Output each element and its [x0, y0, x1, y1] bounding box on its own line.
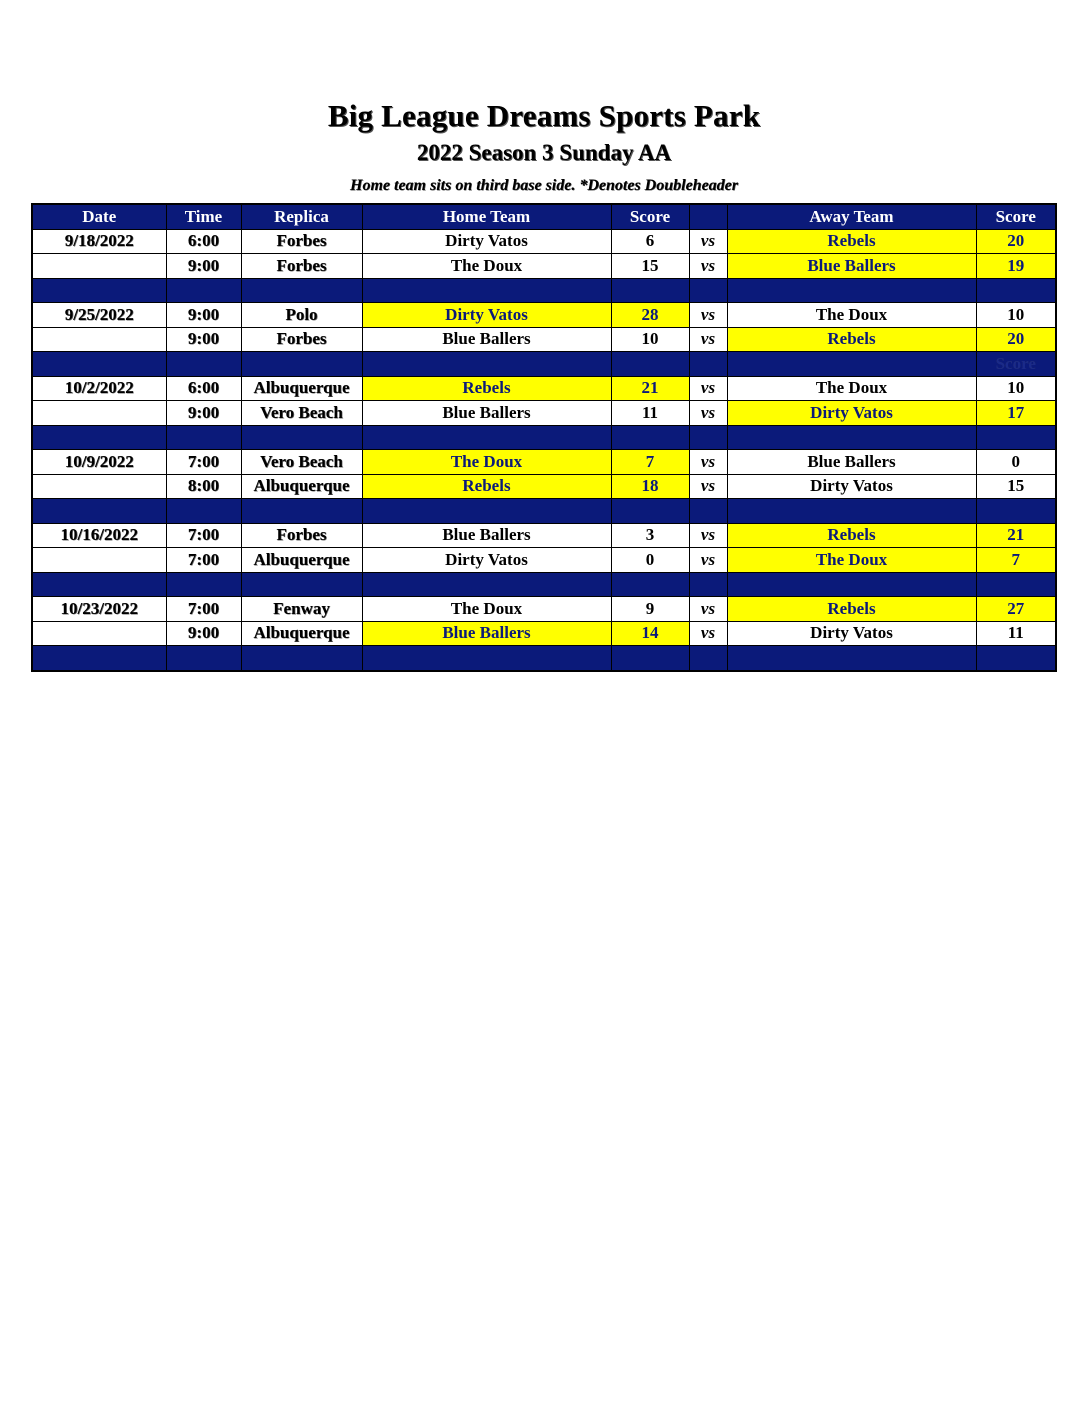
- spacer-row: [32, 278, 1056, 303]
- game-row: [32, 401, 1056, 426]
- spacer-cell: [727, 646, 976, 671]
- game-row: [32, 303, 1056, 328]
- home-team: Blue Ballers: [362, 621, 611, 646]
- away-score: 15: [976, 474, 1056, 499]
- game-date: 10/23/2022: [32, 597, 166, 622]
- game-time: 7:00: [166, 597, 241, 622]
- away-team: Blue Ballers: [727, 254, 976, 279]
- vs-label: vs: [689, 548, 727, 573]
- vs-label: vs: [689, 401, 727, 426]
- schedule-body: [32, 229, 1056, 671]
- away-team: Dirty Vatos: [727, 621, 976, 646]
- game-field: Albuquerque: [241, 548, 362, 573]
- spacer-cell: [611, 278, 689, 303]
- vs-label: vs: [689, 474, 727, 499]
- vs-label: vs: [689, 376, 727, 401]
- away-team: Dirty Vatos: [727, 401, 976, 426]
- game-field: Fenway: [241, 597, 362, 622]
- vs-label: vs: [689, 597, 727, 622]
- col-header-home-team: Home Team: [362, 204, 611, 229]
- spacer-cell: [241, 352, 362, 377]
- spacer-cell: [362, 278, 611, 303]
- away-team: The Doux: [727, 376, 976, 401]
- away-team: The Doux: [727, 548, 976, 573]
- game-time: 9:00: [166, 254, 241, 279]
- away-score: 20: [976, 229, 1056, 254]
- spacer-cell: [166, 352, 241, 377]
- game-row: [32, 327, 1056, 352]
- away-score: 10: [976, 303, 1056, 328]
- spacer-row: [32, 499, 1056, 524]
- spacer-cell: [166, 425, 241, 450]
- spacer-cell: [976, 572, 1056, 597]
- game-row: [32, 450, 1056, 475]
- spacer-cell: [166, 499, 241, 524]
- header-row: [32, 204, 1056, 229]
- home-score: 18: [611, 474, 689, 499]
- home-team: The Doux: [362, 450, 611, 475]
- page-title: Big League Dreams Sports Park: [327, 98, 761, 133]
- vs-label: vs: [689, 303, 727, 328]
- spacer-row: [32, 646, 1056, 671]
- away-score: 17: [976, 401, 1056, 426]
- game-date: [32, 621, 166, 646]
- spacer-cell: [689, 572, 727, 597]
- away-score: 20: [976, 327, 1056, 352]
- home-score: 28: [611, 303, 689, 328]
- col-header-away-score: Score: [976, 204, 1056, 229]
- col-header-time: Time: [166, 204, 241, 229]
- spacer-cell: [362, 499, 611, 524]
- game-time: 6:00: [166, 229, 241, 254]
- game-time: 8:00: [166, 474, 241, 499]
- spacer-cell: [241, 425, 362, 450]
- spacer-cell: [166, 646, 241, 671]
- spacer-cell: [976, 499, 1056, 524]
- game-date: 10/2/2022: [32, 376, 166, 401]
- game-field: Vero Beach: [241, 450, 362, 475]
- home-score: 7: [611, 450, 689, 475]
- game-date: [32, 548, 166, 573]
- home-team: Blue Ballers: [362, 523, 611, 548]
- spacer-cell: [976, 425, 1056, 450]
- home-score: 9: [611, 597, 689, 622]
- spacer-cell: [611, 646, 689, 671]
- spacer-cell: [689, 499, 727, 524]
- away-score: 27: [976, 597, 1056, 622]
- spacer-row: [32, 572, 1056, 597]
- home-score: 11: [611, 401, 689, 426]
- game-field: Albuquerque: [241, 474, 362, 499]
- spacer-cell: [241, 646, 362, 671]
- spacer-cell: [611, 572, 689, 597]
- away-score: 0: [976, 450, 1056, 475]
- home-score: 21: [611, 376, 689, 401]
- game-field: Polo: [241, 303, 362, 328]
- game-field: Vero Beach: [241, 401, 362, 426]
- game-field: Forbes: [241, 254, 362, 279]
- spacer-cell: [689, 278, 727, 303]
- game-field: Albuquerque: [241, 621, 362, 646]
- away-team: Rebels: [727, 327, 976, 352]
- vs-label: vs: [689, 621, 727, 646]
- spacer-cell: [166, 278, 241, 303]
- away-team: Rebels: [727, 523, 976, 548]
- home-team: Dirty Vatos: [362, 229, 611, 254]
- game-row: [32, 597, 1056, 622]
- spacer-cell: [727, 425, 976, 450]
- game-time: 7:00: [166, 450, 241, 475]
- page-subtitle: 2022 Season 3 Sunday AA: [416, 140, 672, 165]
- away-team: Blue Ballers: [727, 450, 976, 475]
- away-team: Dirty Vatos: [727, 474, 976, 499]
- spacer-ghost-label: Score: [976, 352, 1056, 377]
- spacer-cell: [32, 278, 166, 303]
- home-team: Rebels: [362, 376, 611, 401]
- col-header-replica: Replica: [241, 204, 362, 229]
- home-score: 14: [611, 621, 689, 646]
- game-time: 7:00: [166, 548, 241, 573]
- game-field: Forbes: [241, 229, 362, 254]
- game-field: Forbes: [241, 523, 362, 548]
- away-team: The Doux: [727, 303, 976, 328]
- game-time: 9:00: [166, 621, 241, 646]
- game-row: [32, 621, 1056, 646]
- away-team: Rebels: [727, 597, 976, 622]
- game-time: 9:00: [166, 401, 241, 426]
- page-note: Home team sits on third base side. *Denotes Doubleheader: [350, 177, 738, 194]
- away-score: 10: [976, 376, 1056, 401]
- away-score: 11: [976, 621, 1056, 646]
- home-team: Blue Ballers: [362, 327, 611, 352]
- home-score: 15: [611, 254, 689, 279]
- game-row: [32, 376, 1056, 401]
- spacer-cell: [32, 425, 166, 450]
- col-header-home-score: Score: [611, 204, 689, 229]
- home-score: 10: [611, 327, 689, 352]
- away-score: 21: [976, 523, 1056, 548]
- game-date: 10/16/2022: [32, 523, 166, 548]
- game-field: Albuquerque: [241, 376, 362, 401]
- game-time: 7:00: [166, 523, 241, 548]
- vs-label: vs: [689, 523, 727, 548]
- spacer-cell: [166, 572, 241, 597]
- game-date: 10/9/2022: [32, 450, 166, 475]
- spacer-cell: [32, 572, 166, 597]
- home-team: The Doux: [362, 254, 611, 279]
- spacer-cell: [611, 352, 689, 377]
- home-team: Dirty Vatos: [362, 548, 611, 573]
- vs-label: vs: [689, 327, 727, 352]
- spacer-row: [32, 425, 1056, 450]
- home-score: 0: [611, 548, 689, 573]
- game-date: 9/25/2022: [32, 303, 166, 328]
- col-header-vs: [689, 204, 727, 229]
- spacer-cell: [362, 646, 611, 671]
- spacer-cell: [727, 352, 976, 377]
- vs-label: vs: [689, 229, 727, 254]
- spacer-cell: [727, 278, 976, 303]
- game-date: [32, 474, 166, 499]
- game-date: [32, 327, 166, 352]
- away-score: 19: [976, 254, 1056, 279]
- spacer-cell: [32, 646, 166, 671]
- home-team: Blue Ballers: [362, 401, 611, 426]
- spacer-row: [32, 352, 1056, 377]
- home-team: Dirty Vatos: [362, 303, 611, 328]
- spacer-cell: [611, 425, 689, 450]
- game-time: 9:00: [166, 303, 241, 328]
- spacer-cell: [976, 646, 1056, 671]
- home-team: The Doux: [362, 597, 611, 622]
- vs-label: vs: [689, 254, 727, 279]
- home-score: 3: [611, 523, 689, 548]
- away-team: Rebels: [727, 229, 976, 254]
- home-team: Rebels: [362, 474, 611, 499]
- game-time: 6:00: [166, 376, 241, 401]
- schedule-table: [31, 203, 1057, 672]
- game-row: [32, 254, 1056, 279]
- spacer-cell: [689, 425, 727, 450]
- col-header-date: Date: [32, 204, 166, 229]
- spacer-cell: [241, 572, 362, 597]
- game-row: [32, 229, 1056, 254]
- game-date: 9/18/2022: [32, 229, 166, 254]
- spacer-cell: [362, 352, 611, 377]
- game-time: 9:00: [166, 327, 241, 352]
- game-row: [32, 523, 1056, 548]
- spacer-cell: [689, 352, 727, 377]
- away-score: 7: [976, 548, 1056, 573]
- game-date: [32, 401, 166, 426]
- home-score: 6: [611, 229, 689, 254]
- vs-label: vs: [689, 450, 727, 475]
- game-row: [32, 474, 1056, 499]
- spacer-cell: [727, 499, 976, 524]
- spacer-cell: [727, 572, 976, 597]
- spacer-cell: [689, 646, 727, 671]
- col-header-away-team: Away Team: [727, 204, 976, 229]
- spacer-cell: [241, 499, 362, 524]
- spacer-cell: [32, 352, 166, 377]
- game-date: [32, 254, 166, 279]
- spacer-cell: [241, 278, 362, 303]
- spacer-cell: [32, 499, 166, 524]
- spacer-cell: [362, 425, 611, 450]
- spacer-cell: [611, 499, 689, 524]
- game-field: Forbes: [241, 327, 362, 352]
- spacer-cell: [976, 278, 1056, 303]
- spacer-cell: [362, 572, 611, 597]
- game-row: [32, 548, 1056, 573]
